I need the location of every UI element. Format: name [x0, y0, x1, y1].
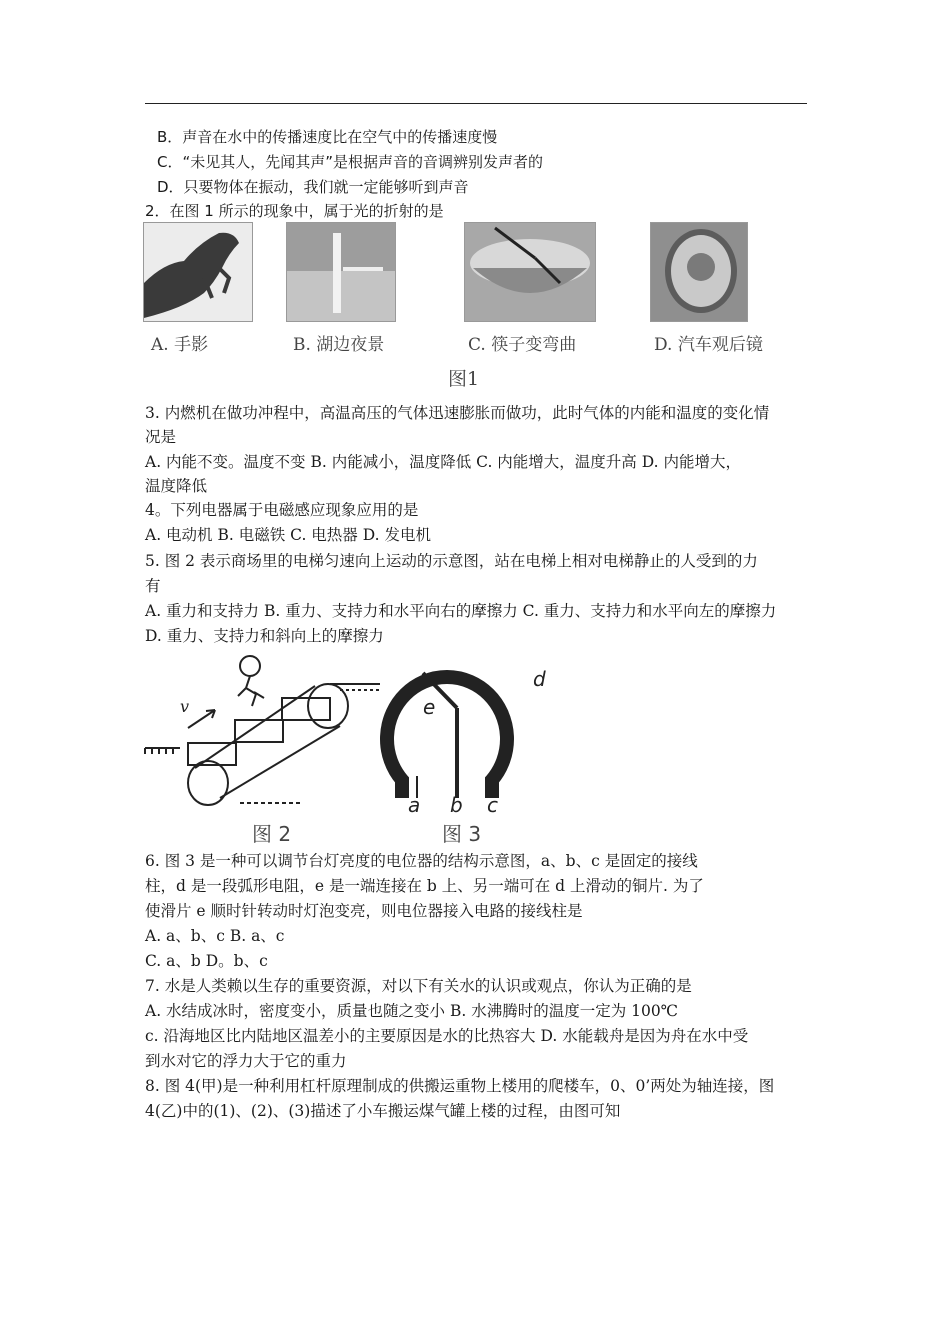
q3-line-1: 3. 内燃机在做功冲程中，高温高压的气体迅速膨胀而做功，此时气体的内能和温度的变化情	[145, 404, 770, 422]
fig2-fig3-diagram	[140, 648, 560, 848]
fig1-caption-c: C. 筷子变弯曲	[468, 335, 577, 355]
fig2-velocity-label: v	[180, 697, 190, 716]
fig2-escalator-diagram	[145, 656, 380, 805]
fig1-car-mirror-image	[650, 222, 748, 322]
q7-line-3: c. 沿海地区比内陆地区温差小的主要原因是水的比热容大 D. 水能载舟是因为舟在水中受	[145, 1027, 749, 1045]
q7-line-4: 到水对它的浮力大于它的重力	[145, 1052, 347, 1070]
fig3-label-a: a	[408, 793, 421, 817]
fig1-caption-a: A. 手影	[151, 335, 209, 355]
fig1-label: 图1	[448, 368, 480, 390]
fig1-caption-d: D. 汽车观后镜	[654, 335, 763, 355]
fig1-caption-b: B. 湖边夜景	[293, 335, 385, 355]
q6-line-3: 使滑片 e 顺时针转动时灯泡变亮，则电位器接入电路的接线柱是	[145, 902, 583, 920]
q8-line-1: 8. 图 4(甲)是一种利用杠杆原理制成的供搬运重物上楼用的爬楼车，0、0’两处为轴连接，图	[145, 1077, 775, 1095]
fig2-label: 图 2	[252, 822, 292, 846]
q5-line-1: 5. 图 2 表示商场里的电梯匀速向上运动的示意图，站在电梯上相对电梯静止的人受到的力	[145, 552, 758, 570]
q7-line-2: A. 水结成冰时，密度变小，质量也随之变小 B. 水沸腾时的温度一定为 100℃	[145, 1002, 679, 1020]
fig3-label-d: d	[533, 667, 546, 691]
q2-stem: 2．在图 1 所示的现象中，属于光的折射的是	[145, 202, 444, 220]
q6-line-1: 6. 图 3 是一种可以调节台灯亮度的电位器的结构示意图，a、b、c 是固定的接线	[145, 852, 698, 870]
top-rule	[145, 103, 807, 104]
fig3-label-e: e	[423, 695, 436, 719]
fig1-bent-chopsticks-image	[464, 222, 596, 322]
fig3-label-c: c	[487, 793, 498, 817]
fig3-label: 图 3	[442, 822, 482, 846]
q6-options-1: A. a、b、c B. a、c	[145, 927, 285, 945]
q3-line-2: 况是	[145, 428, 177, 446]
q3-line-3: A. 内能不变。温度不变 B. 内能减小，温度降低 C. 内能增大，温度升高 D. 内能增大，	[145, 453, 741, 471]
q5-line-3: A. 重力和支持力 B. 重力、支持力和水平向右的摩擦力 C. 重力、支持力和水平向左的摩擦力	[145, 602, 777, 620]
fig1-hand-shadow-image	[143, 222, 253, 322]
q6-options-2: C. a、b D。b、c	[145, 952, 268, 970]
q5-line-4: D. 重力、支持力和斜向上的摩擦力	[145, 627, 384, 645]
fig3-label-b: b	[450, 793, 463, 817]
q5-line-2: 有	[145, 577, 161, 595]
fig3-potentiometer-diagram	[387, 673, 507, 798]
q1-option-d: D．只要物体在振动，我们就一定能够听到声音	[157, 178, 469, 196]
fig1-lake-night-image	[286, 222, 396, 322]
q1-option-c: C．“未见其人，先闻其声”是根据声音的音调辨别发声者的	[157, 153, 544, 171]
q1-option-b: B．声音在水中的传播速度比在空气中的传播速度慢	[157, 128, 498, 146]
q6-line-2: 柱，d 是一段弧形电阻，e 是一端连接在 b 上、另一端可在 d 上滑动的铜片. 为了	[145, 877, 704, 895]
q8-line-2: 4(乙)中的(1)、(2)、(3)描述了小车搬运煤气罐上楼的过程，由图可知	[145, 1102, 621, 1120]
q4-options: A. 电动机 B. 电磁铁 C. 电热器 D. 发电机	[145, 526, 431, 544]
q4-stem: 4。下列电器属于电磁感应现象应用的是	[145, 501, 419, 519]
q3-line-4: 温度降低	[145, 477, 208, 495]
q7-line-1: 7. 水是人类赖以生存的重要资源，对以下有关水的认识或观点，你认为正确的是	[145, 977, 692, 995]
